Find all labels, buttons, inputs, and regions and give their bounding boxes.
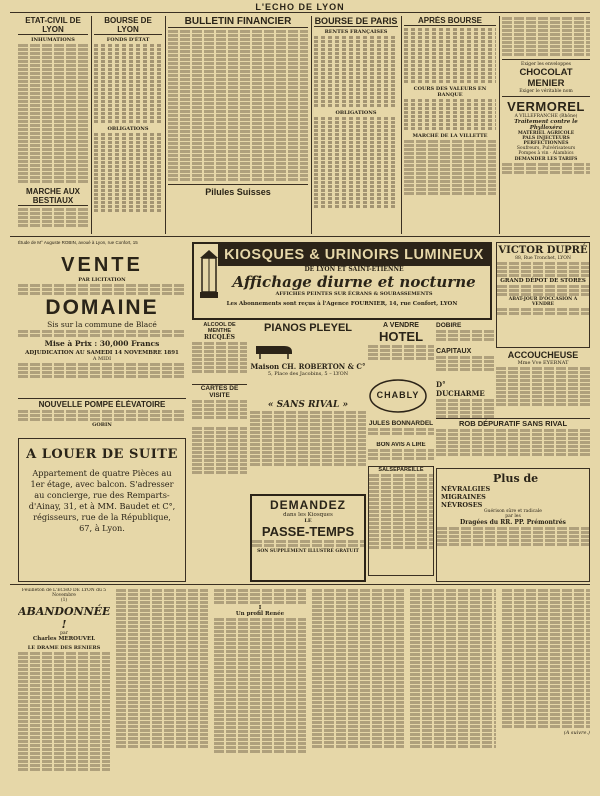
kiosques-title: KIOSQUES & URINOIRS LUMINEUX bbox=[218, 244, 490, 266]
pompe-name: GOBIN bbox=[92, 422, 112, 428]
demandez-sub: dans les Kiosques bbox=[283, 512, 333, 518]
bourse-lyon-title: BOURSE DE LYON bbox=[94, 16, 162, 35]
feuilleton-col-1 bbox=[18, 588, 110, 792]
cours-valeurs-banque: COURS DES VALEURS EN BANQUE bbox=[413, 86, 487, 98]
bourse-paris-obligations: OBLIGATIONS bbox=[335, 110, 377, 116]
sans-rival-title: « SANS RIVAL » bbox=[267, 400, 349, 410]
alcool-title: ALCOOL DE MENTHE bbox=[203, 322, 236, 334]
victor-addr: 88, Rue Tronchet, LYON bbox=[515, 256, 571, 261]
pleyel-addr: 5, Place des Jacobins, 5 – LYON bbox=[267, 371, 349, 377]
accoucheuse-title: ACCOUCHEUSE bbox=[507, 350, 579, 360]
nevralgies-ad bbox=[436, 468, 590, 582]
feuilleton-col-3 bbox=[214, 588, 306, 792]
etat-civil-sub: INHUMATIONS bbox=[31, 37, 75, 43]
bourse-paris-title: BOURSE DE PARIS bbox=[314, 16, 398, 26]
masthead-rule bbox=[10, 12, 590, 13]
sans-rival-ad bbox=[250, 400, 366, 490]
masthead: L'ECHO DE LYON bbox=[255, 2, 345, 12]
chocolat-menier-ad bbox=[502, 59, 590, 97]
bulletin-financier-title: BULLETIN FINANCIER bbox=[168, 16, 308, 28]
vente-mise: Mise à Prix : 30,000 Francs bbox=[44, 339, 160, 348]
pompe-title: NOUVELLE POMPE ÉLÉVATOIRE bbox=[38, 400, 166, 409]
vente-title: VENTE bbox=[61, 254, 143, 276]
victor-l2: ABAT-JOUR D'OCCASION A VENDRE bbox=[508, 297, 578, 307]
dobire-ad bbox=[436, 322, 494, 346]
mid-band-rule bbox=[10, 584, 590, 585]
chapter-title: Un profil Renée bbox=[235, 611, 285, 617]
vermorel-city: A VILLEFRANCHE (Rhône) bbox=[514, 114, 578, 119]
kiosques-l1: AFFICHES PEINTES SUR ÉCRANS & SOUBASSEMENTS bbox=[275, 291, 433, 297]
accoucheuse-name: Mme Vve EYERNAT bbox=[517, 360, 569, 366]
passe-temps-foot: SON SUPPLÉMENT ILLUSTRÉ GRATUIT bbox=[257, 549, 359, 554]
etude-notice: Étude de M° Auguste ROBIN, avoué à Lyon, rue Confort, 15 bbox=[18, 240, 138, 245]
a-louer-title: A LOUER DE SUITE bbox=[26, 447, 178, 462]
domaine-word: DOMAINE bbox=[45, 296, 159, 319]
kiosques-sub: DE LYON ET SAINT-ÉTIENNE bbox=[304, 266, 404, 273]
a-louer-text: Appartement de quatre Pièces au 1er étage, avec balcon. S'adresser au concierge, rue des Remparts-d'Ainay, 31, et à MM. Baudet et C°, régisseurs, rue de la République, 67, à Lyon. bbox=[28, 468, 176, 533]
alcool-name: RICQLÈS bbox=[204, 334, 235, 341]
vente-midi: A MIDI bbox=[92, 356, 112, 362]
ducharme-title: D° DUCHARME bbox=[436, 380, 485, 398]
feuilleton-number: (1) bbox=[60, 598, 68, 603]
pleyel-maison: Maison CH. ROBERTON & C° bbox=[250, 362, 366, 371]
hotel-title: HOTEL bbox=[378, 329, 424, 344]
nevralgies-w3: NÉVROSES bbox=[441, 501, 483, 509]
bourse-paris-sub: RENTES FRANÇAISES bbox=[324, 29, 388, 35]
hotel-ad bbox=[368, 322, 434, 376]
marche-bestiaux-title: MARCHE AUX BESTIAUX bbox=[18, 187, 88, 206]
vermorel-l5: Pompes à vin · Alambics bbox=[518, 151, 574, 156]
cartes-visite-ad bbox=[192, 384, 247, 424]
vermorel-l2: MATÉRIEL AGRICOLE bbox=[517, 131, 575, 136]
bon-avis-title: BON AVIS A LIRE bbox=[376, 442, 426, 448]
small-ads-left bbox=[192, 426, 247, 500]
bulletin-financier-column bbox=[168, 16, 308, 234]
victor-dupre-ad bbox=[496, 242, 590, 348]
apres-bourse-column bbox=[404, 16, 496, 234]
bonnardel-title: JULES BONNARDEL bbox=[368, 420, 434, 427]
bourse-lyon-sub: FONDS D'ÉTAT bbox=[106, 37, 150, 43]
bourse-lyon-column bbox=[94, 16, 162, 234]
rob-title: ROB DÉPURATIF SANS RIVAL bbox=[458, 419, 568, 428]
feuilleton-col-2 bbox=[116, 588, 208, 792]
vermorel-l3: PALS INJECTEURS PERFECTIONNÉS bbox=[522, 136, 570, 146]
salsepareille-ad bbox=[368, 466, 434, 576]
accoucheuse-ad bbox=[496, 350, 590, 416]
vermorel-brand: VERMOREL bbox=[507, 99, 585, 114]
pleyel-title: PIANOS PLEYEL bbox=[263, 322, 353, 334]
demandez-the: LE bbox=[304, 518, 312, 524]
vente-sub: PAR LICITATION bbox=[78, 277, 126, 283]
vente-adjud: ADJUDICATION AU SAMEDI 14 NOVEMBRE 1891 bbox=[25, 350, 179, 356]
nevralgies-cure: Guérison sûre et radicale bbox=[484, 509, 542, 514]
vermorel-ad bbox=[502, 97, 590, 174]
nevralgies-name: Dragées du RR. PP. Prémontrés bbox=[460, 519, 566, 526]
hotel-pre: A VENDRE bbox=[383, 322, 419, 329]
kiosk-illustration bbox=[198, 248, 220, 300]
etat-civil-title: ETAT-CIVIL DE LYON bbox=[18, 16, 88, 35]
marche-villette-title: MARCHÉ DE LA VILLETTE bbox=[412, 133, 488, 139]
feuilleton-col-5 bbox=[410, 588, 496, 792]
pilules-title: Pilules Suisses bbox=[168, 184, 308, 197]
feuilleton-col-4 bbox=[312, 588, 404, 792]
bourse-lyon-obligations: OBLIGATIONS bbox=[107, 126, 149, 132]
demandez-title: DEMANDEZ bbox=[270, 498, 346, 512]
vente-ad bbox=[18, 254, 186, 396]
top-right-ads bbox=[502, 16, 590, 234]
kiosques-script: Affichage diurne et nocturne bbox=[232, 273, 476, 291]
feuilleton-header: Feuilleton de L'ÉCHO DE LYON du 5 Novembre bbox=[21, 588, 107, 598]
feuilleton-col-6 bbox=[502, 588, 590, 792]
vermorel-tail: DEMANDER LES TARIFS bbox=[514, 157, 578, 162]
a-louer-ad bbox=[18, 438, 186, 582]
salsepareille-title: SALSEPAREILLE bbox=[378, 467, 424, 473]
kiosques-ad bbox=[192, 242, 492, 320]
chocolat-line2: Exiger le véritable nom bbox=[519, 89, 573, 94]
passe-temps-name: PASSE-TEMPS bbox=[261, 524, 355, 539]
chably-ad bbox=[368, 378, 434, 418]
bourse-paris-column bbox=[314, 16, 398, 234]
piano-icon bbox=[254, 336, 294, 360]
vente-place: Sis sur la commune de Blacé bbox=[47, 320, 157, 329]
vermorel-l1: Traitement contre le Phylloxéra bbox=[514, 119, 578, 131]
bon-avis-ad bbox=[368, 442, 434, 464]
capitaux-ad bbox=[436, 348, 494, 378]
chably-text: CHABLY bbox=[376, 390, 420, 400]
bonnardel-ad bbox=[368, 420, 434, 440]
kiosques-l2: Les Abonnements sont reçus à l'Agence FOURNIER, 14, rue Confort, LYON bbox=[226, 301, 458, 307]
etat-civil-column bbox=[18, 16, 88, 234]
victor-name: VICTOR DUPRÉ bbox=[498, 245, 588, 256]
victor-l1: GRAND DÉPOT DE STORES bbox=[500, 278, 586, 284]
chocolat-line1: Exiger les enveloppes bbox=[521, 62, 571, 67]
passe-temps-ad bbox=[250, 494, 366, 582]
nevralgies-par: par les bbox=[505, 514, 521, 519]
chapter-number: I bbox=[258, 605, 262, 611]
cartes-title: CARTES DE VISITE bbox=[192, 384, 247, 399]
pompe-ad bbox=[18, 400, 186, 436]
feuilleton-author: Charles MEROUVEL bbox=[32, 636, 96, 642]
chocolat-brand: CHOCOLAT MENIER bbox=[519, 67, 573, 89]
rob-depuratif-ad bbox=[436, 418, 590, 467]
nevralgies-w2: MIGRAINES bbox=[441, 493, 486, 501]
capitaux-title: CAPITAUX bbox=[436, 348, 472, 355]
dobire-title: DOBIRE bbox=[436, 322, 462, 329]
nevralgies-plus: Plus de bbox=[493, 472, 539, 485]
top-band-rule bbox=[10, 236, 590, 237]
vermorel-l4: Soufreurs, Pulvérisateurs bbox=[516, 146, 576, 151]
feuilleton-par: par bbox=[60, 631, 68, 636]
ducharme-ad bbox=[436, 380, 494, 420]
apres-bourse-title: APRÈS BOURSE bbox=[404, 16, 496, 26]
alcool-menthe-ad bbox=[192, 322, 247, 382]
a-suivre: (A suivre.) bbox=[563, 730, 590, 736]
feuilleton-title: ABANDONNÉE ! bbox=[18, 605, 110, 631]
nevralgies-w1: NÉVRALGIES bbox=[441, 485, 491, 493]
feuilleton-part: LE DRAME DES RENIERS bbox=[27, 645, 101, 651]
pleyel-ad bbox=[250, 322, 366, 394]
